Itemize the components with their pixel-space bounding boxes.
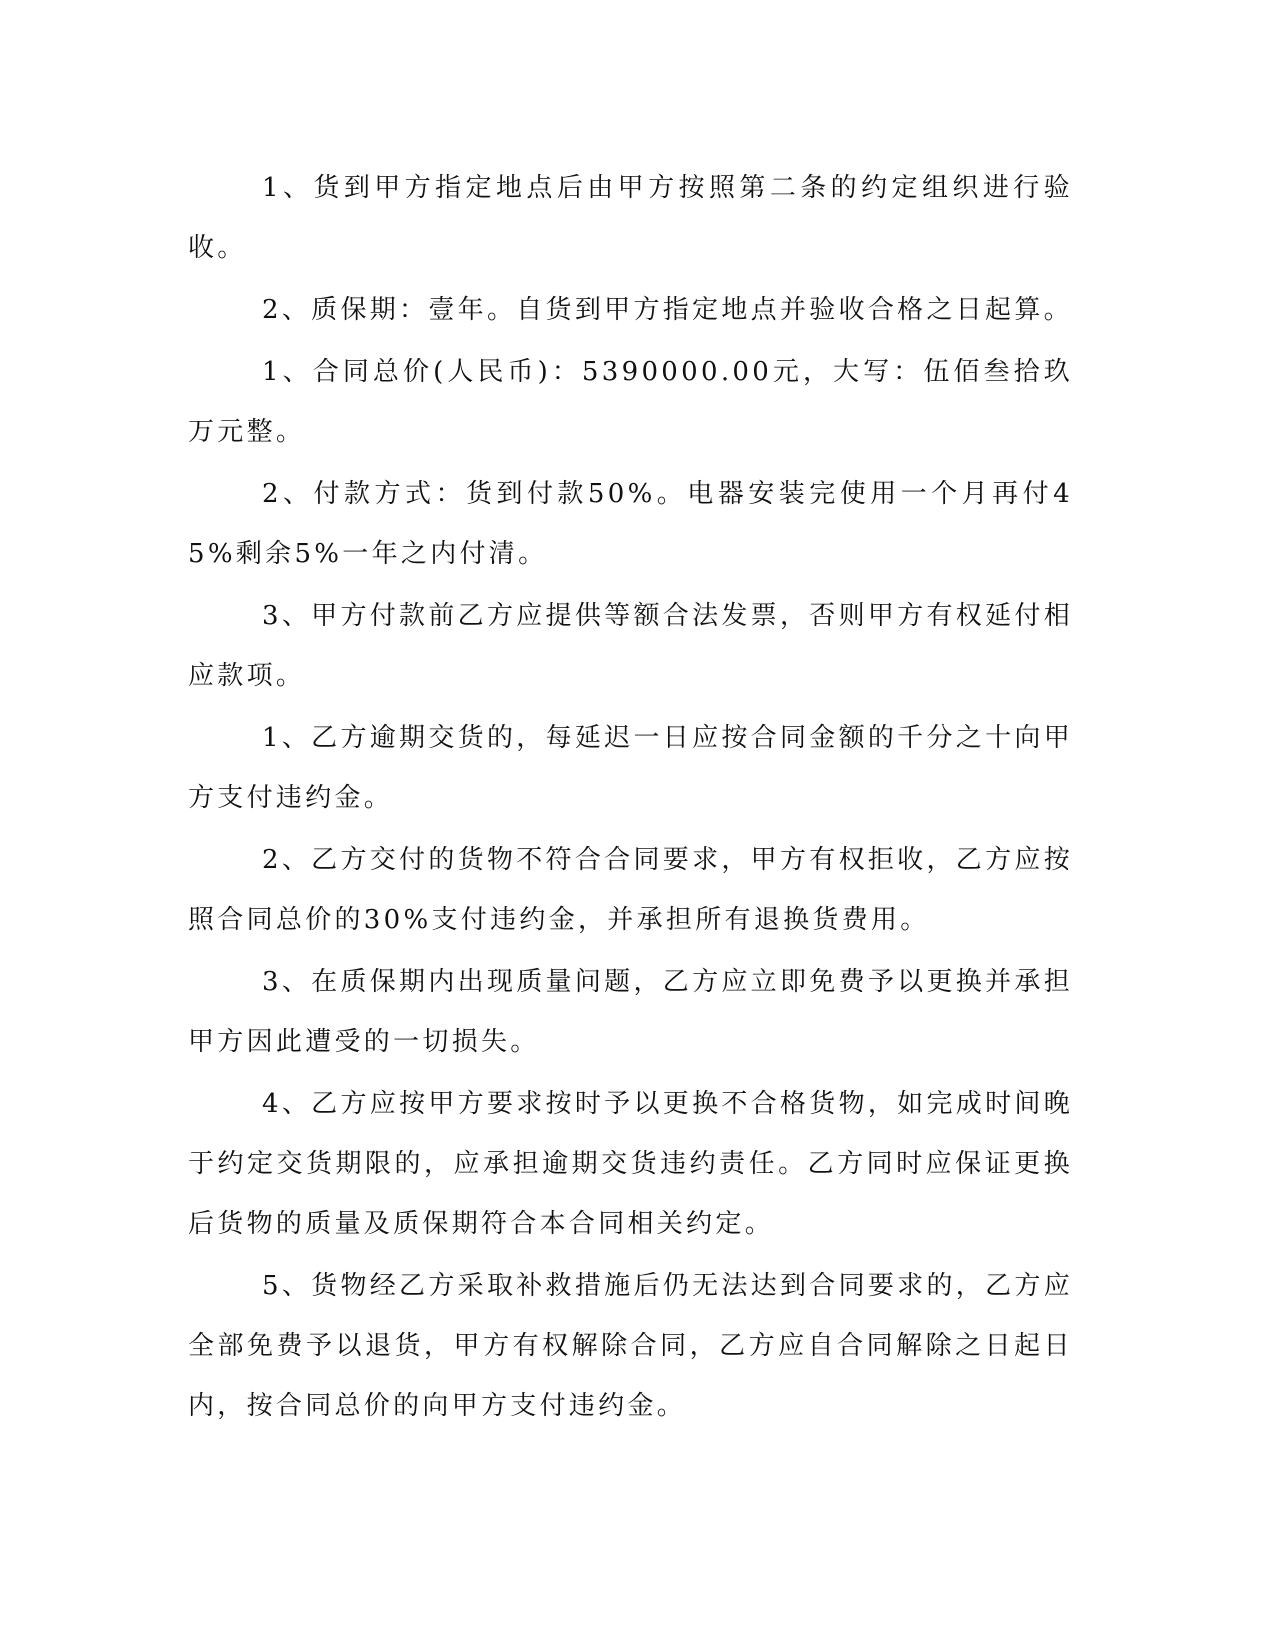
- paragraph-return-termination: 5、货物经乙方采取补救措施后仍无法达到合同要求的，乙方应全部免费予以退货，甲方有权解除合同，乙方应自合同解除之日起日内，按合同总价的向甲方支付违约金。: [188, 1271, 1073, 1421]
- paragraph-replacement: 4、乙方应按甲方要求按时予以更换不合格货物，如完成时间晚于约定交货期限的，应承担逾期交货违约责任。乙方同时应保证更换后货物的质量及质保期符合本合同相关约定。: [188, 1089, 1073, 1239]
- paragraph-quality-issue: 3、在质保期内出现质量问题，乙方应立即免费予以更换并承担甲方因此遭受的一切损失。: [188, 967, 1073, 1057]
- document-body: [188, 158, 1073, 1438]
- paragraph-warranty-period: 2、质保期：壹年。自货到甲方指定地点并验收合格之日起算。: [262, 295, 1073, 325]
- paragraph-payment-method: 2、付款方式：货到付款50%。电器安装完使用一个月再付45%剩余5%一年之内付清。: [188, 479, 1073, 569]
- paragraph-late-delivery: 1、乙方逾期交货的，每延迟一日应按合同金额的千分之十向甲方支付违约金。: [188, 723, 1073, 813]
- paragraph-total-price: 1、合同总价(人民币)：5390000.00元，大写：伍佰叁拾玖万元整。: [188, 357, 1073, 447]
- paragraph-invoice: 3、甲方付款前乙方应提供等额合法发票，否则甲方有权延付相应款项。: [188, 601, 1073, 691]
- paragraph-nonconforming-goods: 2、乙方交付的货物不符合合同要求，甲方有权拒收，乙方应按照合同总价的30%支付违约金，并承担所有退换货费用。: [188, 845, 1073, 935]
- paragraph-acceptance: 1、货到甲方指定地点后由甲方按照第二条的约定组织进行验收。: [188, 173, 1073, 263]
